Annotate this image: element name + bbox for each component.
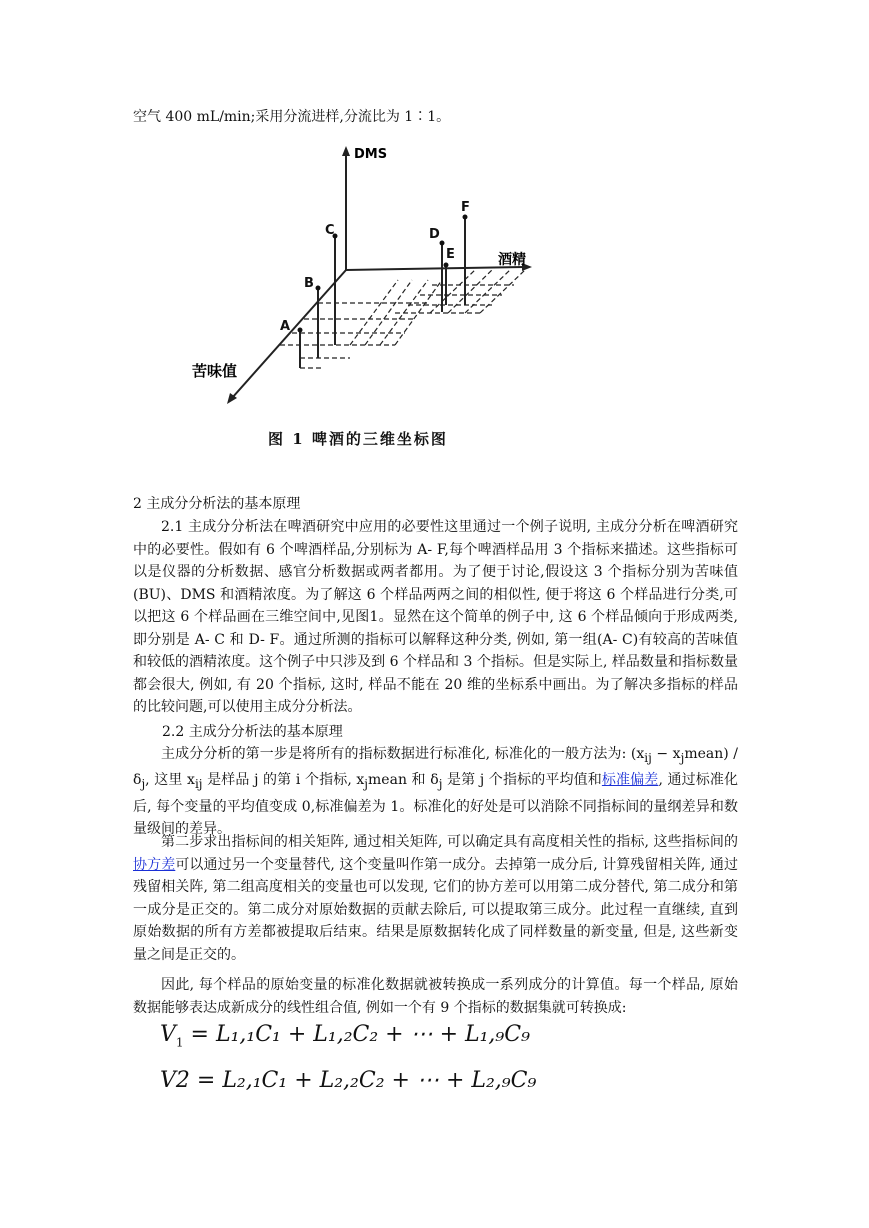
point-label-b: B bbox=[304, 276, 314, 291]
paragraph-step2: 第二步求出指标间的相关矩阵, 通过相关矩阵, 可以确定具有高度相关性的指标, 这些指标间的协方差可以通过另一个变量替代, 这个变量叫作第一成分。去掉第一成分后, 计算残留相关阵, 通过残留相关阵, 第二组高度相关的变量也可以发现, 它们的协方差可以用第二成分替代, 第二成分和第一成分是正交的。第二成分对原始数据的贡献去除后, 可以提取第三成分。此过程一直继续, 直到原始数据的所有方差都被提取后结束。结果是原数据转化成了同样数量的新变量, 但是, 这些新变量之间是正交的。 bbox=[133, 834, 739, 963]
heading-2-2: 2.2 主成分分析法的基本原理 bbox=[162, 724, 343, 740]
base-grid-left bbox=[280, 280, 442, 368]
base-grid-right bbox=[395, 270, 525, 313]
point-label-d: D bbox=[429, 227, 440, 242]
formula-v2: V2 = L₂,₁C₁ + L₂,₂C₂ + ⋯ + L₂,₉C₉ bbox=[160, 1068, 537, 1093]
link-covariance[interactable]: 协方差 bbox=[133, 856, 176, 873]
point-label-e: E bbox=[446, 247, 455, 262]
point-label-f: F bbox=[461, 200, 470, 215]
figure-3d-svg bbox=[180, 140, 560, 460]
point-label-c: C bbox=[325, 223, 335, 238]
link-standard-deviation[interactable]: 标准偏差 bbox=[601, 772, 659, 789]
alcohol-axis-label: 酒精 bbox=[498, 252, 526, 268]
dms-axis-arrow bbox=[342, 146, 350, 156]
bitterness-axis bbox=[232, 270, 346, 398]
figure-caption: 图 1 啤酒的三维坐标图 bbox=[268, 430, 448, 448]
point-label-a: A bbox=[280, 319, 291, 334]
figure-3d-plot bbox=[180, 140, 560, 460]
section-2-heading: 2 主成分分析法的基本原理 bbox=[133, 496, 301, 512]
paragraph-step3: 因此, 每个样品的原始变量的标准化数据就被转换成一系列成分的计算值。每一个样品, 原始数据能够表达成新成分的线性组合值, 例如一个有 9 个指标的数据集就可转换成: bbox=[133, 977, 738, 1016]
paragraph-2-1: 2.1 主成分分析法在啤酒研究中应用的必要性这里通过一个例子说明, 主成分分析在啤酒研究中的必要性。假如有 6 个啤酒样品,分别标为 A- F,每个啤酒样品用 3 个指标来描述。这些指标可以是仪器的分析数据、感官分析数据或两者都用。为了便于讨论,假设这 3 个指标分别为苦味值(BU)、DMS 和酒精浓度。为了解这 6 个样品两两之间的相似性, 便于将这 6 个样品进行分类,可以把这 6 个样品画在三维空间中,见图1。显然在这个简单的例子中, 这 6 个样品倾向于形成两类, 即分别是 A- C 和 D- F。通过所测的指标可以解释这种分类, 例如, 第一组(A- C)有较高的苦味值和较低的酒精浓度。这个例子中只涉及到 6 个样品和 3 个指标。但是实际上, 样品数量和指标数量都会很大, 例如, 有 20 个指标, 这时, 样品不能在 20 维的坐标系中画出。为了解决多指标的样品的比较问题,可以使用主成分分析法。 bbox=[133, 519, 738, 715]
formula-v1: $V_1 = L_1,_1C_1 + L_1,_2C_2$ + ⋯ + L₁,₉C₉ bbox=[160, 1022, 530, 1050]
dms-axis-label: DMS bbox=[354, 147, 388, 162]
intro-line: 空气 400 mL/min;采用分流进样,分流比为 1∶1。 bbox=[133, 109, 451, 125]
bitterness-axis-label: 苦味值 bbox=[192, 362, 238, 380]
paragraph-standardization: 主成分分析的第一步是将所有的指标数据进行标准化, 标准化的一般方法为: ($x_{ij}$ − $x_jmean) / \delta_j$, 这里 $x_{ij}$ 是样品 j 的第 i 个指标, $x_jmean$ 和 $\delta_j$ 是第 j 个指标的平均值和标准偏差, 通过标准化后, 每个变量的平均值变成 0,标准偏差为 1。标准化的好处是可以消除不同指标间的量纲差异和数量级间的差异。 bbox=[133, 746, 739, 838]
